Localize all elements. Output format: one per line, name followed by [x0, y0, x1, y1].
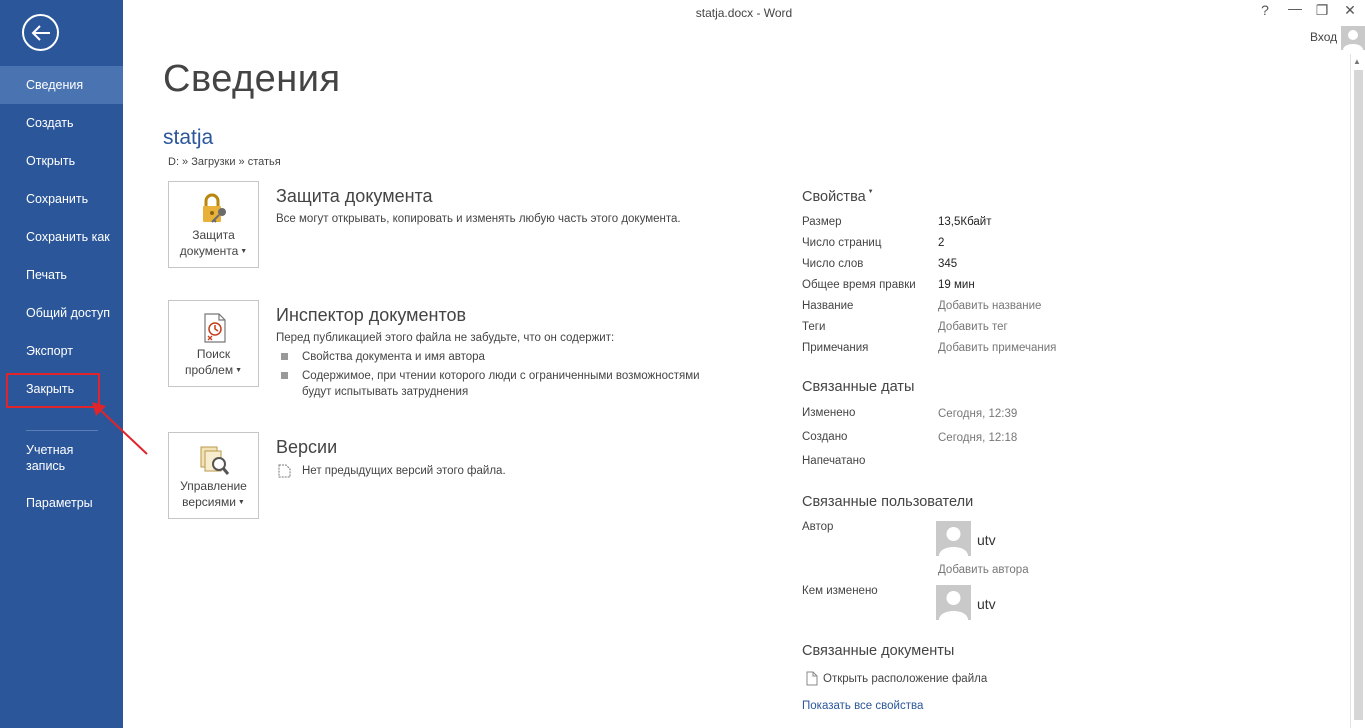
sidebar-item-open[interactable]: Открыть: [26, 154, 76, 168]
date-value-created: Сегодня, 12:18: [938, 432, 1018, 444]
help-icon[interactable]: ?: [1261, 2, 1269, 18]
document-icon: [278, 464, 291, 478]
sidebar-item-export[interactable]: Экспорт: [26, 344, 73, 358]
show-all-properties-link[interactable]: Показать все свойства: [802, 700, 924, 712]
property-value-size: 13,5Кбайт: [938, 216, 992, 228]
inspect-document-icon: [197, 311, 231, 345]
property-label-size: Размер: [802, 216, 842, 228]
property-value-comments[interactable]: Добавить примечания: [938, 342, 1057, 354]
author-name[interactable]: utv: [977, 532, 996, 548]
scroll-up-icon[interactable]: ▲: [1353, 57, 1361, 66]
date-label-printed: Напечатано: [802, 455, 866, 467]
properties-heading[interactable]: [802, 189, 874, 205]
author-label: Автор: [802, 521, 834, 533]
property-label-edit-time: Общее время правки: [802, 279, 916, 291]
versions-tile-label: [169, 478, 258, 511]
sidebar-item-print[interactable]: Печать: [26, 268, 67, 282]
inspect-tile-label: [169, 346, 258, 379]
add-author-link[interactable]: Добавить автора: [938, 564, 1029, 576]
versions-tile-line1: Управление: [180, 479, 247, 493]
inspect-tile-line1: Поиск: [196, 347, 231, 361]
person-icon: [936, 585, 971, 620]
modified-by-name[interactable]: utv: [977, 596, 996, 612]
property-value-words: 345: [938, 258, 958, 270]
property-label-words: Число слов: [802, 258, 864, 270]
property-value-edit-time: 19 мин: [938, 279, 975, 291]
sidebar-item-options[interactable]: Параметры: [26, 496, 93, 510]
dropdown-caret-icon: ▼: [237, 498, 245, 506]
account-label-line2: запись: [26, 459, 66, 473]
sidebar-item-share[interactable]: Общий доступ: [26, 306, 110, 320]
versions-icon: [197, 443, 231, 477]
person-icon: [936, 521, 971, 556]
related-documents-heading: Связанные документы: [802, 643, 955, 659]
protect-document-button[interactable]: [168, 181, 259, 268]
related-people-heading: Связанные пользователи: [802, 494, 974, 510]
bullet-icon: [281, 372, 288, 379]
date-value-modified: Сегодня, 12:39: [938, 408, 1018, 420]
backstage-sidebar: [0, 0, 123, 728]
back-arrow-icon: [31, 25, 51, 41]
property-label-comments: Примечания: [802, 342, 869, 354]
annotation-arrow-icon: [86, 398, 150, 456]
back-button[interactable]: [22, 14, 59, 51]
property-value-title[interactable]: Добавить название: [938, 300, 1042, 312]
document-name: statja: [163, 126, 214, 149]
window-title: statja.docx - Word: [695, 6, 793, 20]
dropdown-caret-icon: ▼: [867, 189, 874, 195]
date-label-created: Создано: [802, 431, 848, 443]
sidebar-item-close[interactable]: Закрыть: [26, 382, 75, 396]
sidebar-item-info[interactable]: Сведения: [0, 66, 123, 104]
protect-description: Все могут открывать, копировать и изменять любую часть этого документа.: [276, 213, 681, 225]
property-value-pages: 2: [938, 237, 945, 249]
related-dates-heading: Связанные даты: [802, 379, 915, 395]
property-label-title: Название: [802, 300, 854, 312]
versions-tile-line2: версиями: [182, 495, 236, 509]
modified-by-avatar[interactable]: [936, 585, 971, 620]
document-path[interactable]: D: » Загрузки » статья: [168, 156, 281, 168]
open-file-location-link[interactable]: [806, 670, 1026, 688]
close-window-icon[interactable]: ✕: [1344, 2, 1356, 18]
vertical-scrollbar[interactable]: [1350, 54, 1365, 728]
account-label-line1: Учетная: [26, 443, 74, 457]
date-label-modified: Изменено: [802, 407, 856, 419]
scroll-thumb[interactable]: [1354, 70, 1363, 720]
signin-link[interactable]: Вход: [1310, 30, 1338, 44]
user-avatar[interactable]: [1341, 26, 1365, 50]
sidebar-item-new[interactable]: Создать: [26, 116, 74, 130]
sidebar-item-save-as[interactable]: Сохранить как: [26, 230, 110, 244]
page-title: Сведения: [163, 58, 341, 100]
modified-by-label: Кем изменено: [802, 585, 878, 597]
inspect-description: Перед публикацией этого файла не забудьте, что он содержит:: [276, 332, 615, 344]
file-icon: [806, 671, 818, 686]
inspect-bullet-1: Свойства документа и имя автора: [302, 351, 485, 363]
sidebar-item-save[interactable]: Сохранить: [26, 192, 89, 206]
protect-tile-line1: Защита: [192, 228, 235, 242]
lock-key-icon: [197, 192, 231, 226]
minimize-icon[interactable]: —: [1288, 0, 1302, 16]
protect-heading: Защита документа: [276, 186, 433, 206]
dropdown-caret-icon: ▼: [240, 247, 248, 255]
inspect-bullet-2-line2: будут испытывать затруднения: [302, 386, 469, 398]
versions-heading: Версии: [276, 437, 338, 457]
manage-versions-button[interactable]: [168, 432, 259, 519]
protect-tile-line2: документа: [179, 244, 239, 258]
property-label-pages: Число страниц: [802, 237, 882, 249]
property-value-tags[interactable]: Добавить тег: [938, 321, 1008, 333]
inspect-heading: Инспектор документов: [276, 305, 467, 325]
inspect-tile-line2: проблем: [184, 363, 234, 377]
protect-tile-label: [169, 227, 258, 260]
inspect-bullet-2-line1: Содержимое, при чтении которого люди с ограниченными возможностями: [302, 370, 700, 382]
check-issues-button[interactable]: [168, 300, 259, 387]
properties-heading-text: Свойства: [802, 189, 866, 205]
restore-icon[interactable]: ❐: [1315, 2, 1329, 18]
open-file-location-text: Открыть расположение файла: [823, 673, 988, 685]
author-avatar[interactable]: [936, 521, 971, 556]
person-icon: [1341, 26, 1365, 50]
property-label-tags: Теги: [802, 321, 826, 333]
bullet-icon: [281, 353, 288, 360]
versions-description: Нет предыдущих версий этого файла.: [302, 465, 506, 477]
dropdown-caret-icon: ▼: [235, 366, 243, 374]
inspect-bullet-2: [302, 368, 700, 400]
